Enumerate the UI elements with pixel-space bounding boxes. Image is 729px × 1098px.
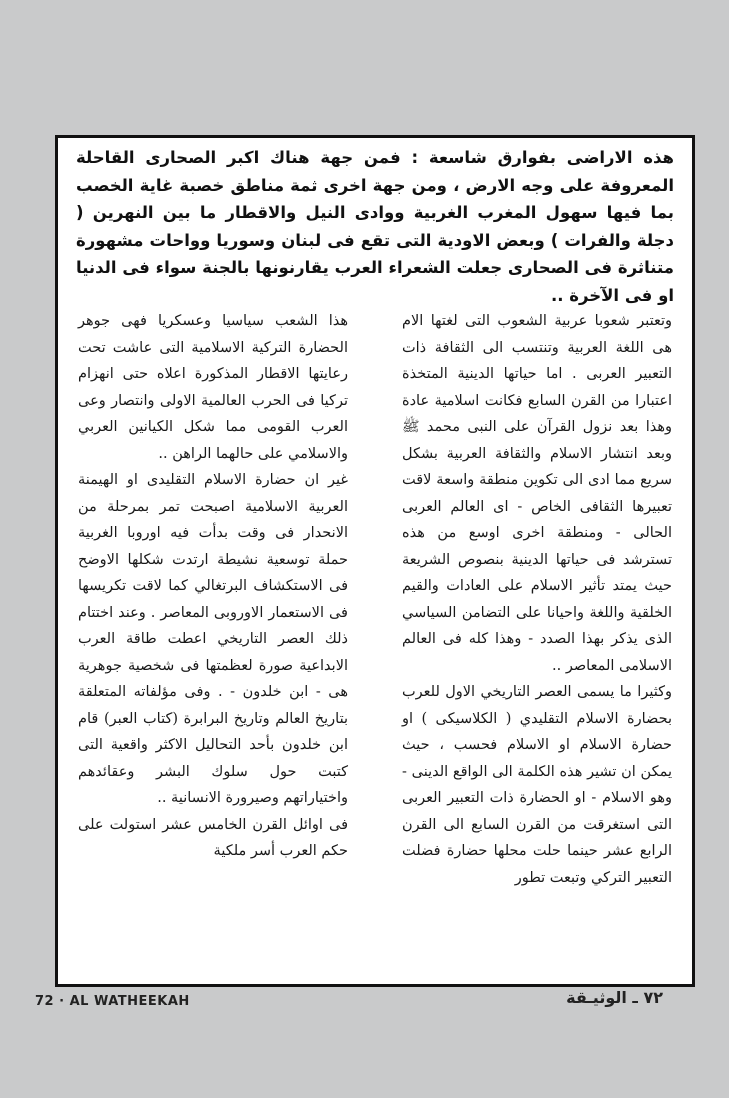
paragraph: فى اوائل القرن الخامس عشر استولت على حكم العرب أسر ملكية [78, 816, 348, 859]
lead-paragraph [76, 144, 674, 309]
page-number-latin: 72 · AL WATHEEKAH [35, 994, 190, 1009]
page-number-arabic: ٧٢ ـ الوثيـقة [566, 988, 663, 1007]
left-column [78, 308, 348, 865]
paragraph: هذا الشعب سياسيا وعسكريا فهى جوهر الحضارة التركية الاسلامية التى عاشت تحت رعايتها الاقطار المذكورة اعلاه حتى انهزام تركيا فى الحرب العالمية الاولى وانتصار وعى العرب القومى مما شكل الكيانين العربي والاسلامي على حالهما الراهن .. [78, 313, 348, 462]
paragraph: وتعتبر شعوبا عربية الشعوب التى لغتها الام هى اللغة العربية وتنتسب الى الثقافة ذات التعبير العربى . اما حياتها الدينية المتخذة اعتبارا من القرن السابع فكانت اسلامية عادة وهذا بعد نزول القرآن على النبى محمد ﷺ وبعد انتشار الاسلام والثقافة العربية بشكل سريع مما ادى الى تكوين منطقة واسعة لاقت تعبيرها الثقافى الخاص - اى العالم العربى الحالى - ومنطقة اخرى اوسع من هذه تسترشد فى حياتها الدينية بنصوص الشريعة حيث يمتد تأثير الاسلام على العادات والقيم الخلقية واللغة واحيانا على التضامن السياسي الذى يذكر بهذا الصدد - وهذا كله فى العالم الاسلامى المعاصر .. [402, 313, 672, 674]
paragraph: غير ان حضارة الاسلام التقليدى او الهيمنة العربية الاسلامية اصبحت تمر بمرحلة من الانحدار فى وقت بدأت فيه اوروبا الغربية حملة توسعية نشيطة ارتدت شكلها الاوضح فى الاستكشاف البرتغالي كما لاقت تكريسها فى الاستعمار الاوروبى المعاصر . وعند اختتام ذلك العصر التاريخي اعطت طاقة العرب الابداعية صورة لعظمتها فى شخصية جوهرية هى - ابن خلدون - . وفى مؤلفاته المتعلقة بتاريخ العالم وتاريخ البرابرة (كتاب العبر) قام ابن خلدون بأحد التحاليل الاكثر واقعية التى كتبت حول سلوك البشر وعقائدهم واختياراتهم وصيرورة الانسانية .. [78, 472, 348, 806]
paragraph: وكثيرا ما يسمى العصر التاريخي الاول للعرب بحضارة الاسلام التقليدي ( الكلاسيكى ) او حضارة الاسلام او الاسلام فحسب ، حيث يمكن ان تشير هذه الكلمة الى الواقع الدينى - وهو الاسلام - او الحضارة ذات التعبير العربى التى استغرقت من القرن السابع الى القرن الرابع عشر حينما حلت محلها حضارة فضلت التعبير التركي وتبعت تطور [402, 684, 672, 886]
lead-text: هذه الاراضى بفوارق شاسعة : فمن جهة هناك اكبر الصحارى القاحلة المعروفة على وجه الارض ، ومن جهة اخرى ثمة مناطق خصبة غاية الخصب بما فيها سهول المغرب الغربية ووادى النيل والاقطار ما بين النهرين ( دجلة والفرات ) وبعض الاودية التى تقع فى لبنان وسوريا وواحات مشهورة متناثرة فى الصحارى جعلت الشعراء العرب يقارنونها بالجنة سواء فى الدنيا او فى الآخرة .. [76, 148, 674, 305]
right-column [402, 308, 672, 891]
article-frame [55, 135, 695, 987]
